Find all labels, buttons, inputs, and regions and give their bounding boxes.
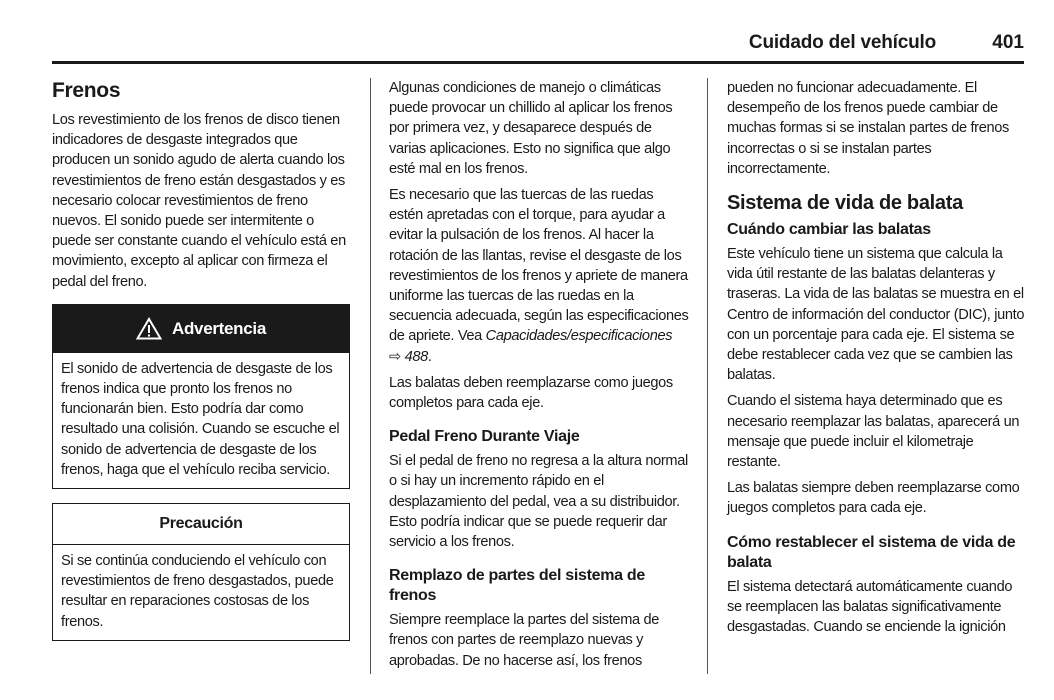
paragraph-lug-nuts [389,185,689,367]
paragraph-replacement: Siempre reemplace la partes del sistema de frenos con partes de reemplazo nuevas y aprobadas. De no hacerse así, los frenos [389,612,660,669]
heading-replacement: Remplazo de partes del sistema de frenos [389,567,645,605]
column-2 [389,78,689,677]
xref-capacities-link[interactable]: Capacidades/especificaciones [485,328,673,345]
frenos-intro: Los revestimiento de los frenos de disco tienen indicadores de desgaste integrados que producen un sonido agudo de alerta cuando los revestimientos de freno están desgastados y es necesario colocar revestimientos de freno nuevos. El sonido puede ser intermitente o puede ser constante cuando el vehículo está en movimiento, excepto al aplicar con firmeza el pedal del freno. [52,112,346,290]
caution-title: Precaución [53,504,349,545]
column-3 [727,78,1025,643]
page-ref-arrow-icon: ⇨ [389,348,401,365]
paragraph-replacement-cont: pueden no funcionar adecuadamente. El desempeño de los frenos puede cambiar de muchas formas si se instalan partes de frenos incorrectas o si se instalan partes incorrectamente. [727,80,1009,177]
caution-body [53,545,349,640]
section-title: Cuidado del vehículo [748,32,936,53]
paragraph-when-1: Este vehículo tiene un sistema que calcula la vida útil restante de las balatas delanteras y traseras. La vida de las balatas se muestra en el Centro de información del conductor (DIC), junto con un porcentaje para cada eje. El sistema se debe restablecer cada vez que se cambien las balatas. [727,246,1025,384]
warning-box [52,304,350,489]
heading-pad-life-system: Sistema de vida de balata [727,192,963,215]
caution-text: Si se continúa conduciendo el vehículo con revestimientos de freno desgastados, puede resultar en reparaciones costosas de los frenos. [61,553,334,630]
lug-nuts-text: Es necesario que las tuercas de las ruedas estén apretadas con el torque, para ayudar a evitar la pulsación de los frenos. Al hacer la rotación de las llantas, revise el desgaste de los revestimientos de los frenos y apriete de manera uniforme las tuercas de las ruedas en la secuencia adecuada, según las especificaciones de apriete. Vea [389,187,689,345]
page-number: 401 [992,32,1024,53]
paragraph-when-3: Las balatas siempre deben reemplazarse como juegos completos para cada eje. [727,480,1020,517]
warning-header [53,305,349,353]
xref-page-number[interactable]: 488 [404,348,428,365]
paragraph-reset: El sistema detectará automáticamente cuando se reemplacen las balatas significativamente desgastadas. Cuando se enciende la ignición [727,578,1013,636]
caution-box [52,503,350,641]
warning-title: Advertencia [171,318,267,338]
page-header [52,30,1024,60]
column-divider-2 [707,78,708,674]
paragraph-squeal: Algunas condiciones de manejo o climáticas puede provocar un chillido al aplicar los frenos por primera vez, y desaparece después de varias aplicaciones. Esto no significa que algo esté mal en los frenos. [389,80,673,177]
warning-triangle-icon [136,317,162,340]
warning-text: El sonido de advertencia de desgaste de los frenos indica que pronto los frenos no funcionarán bien. Esto podría dar como resultado una colisión. Cuando se escuche el sonido de advertencia de desgaste de los frenos, haga que el vehículo reciba servicio. [61,360,340,478]
heading-pedal: Pedal Freno Durante Viaje [389,428,580,446]
heading-frenos: Frenos [52,79,121,102]
header-rule [52,61,1024,64]
paragraph-when-2: Cuando el sistema haya determinado que es necesario reemplazar las balatas, aparecerá un mensaje que puede incluir el kilometraje restante. [727,393,1020,471]
column-divider-1 [370,78,371,674]
paragraph-pads-sets: Las balatas deben reemplazarse como juegos completos para cada eje. [389,374,673,412]
warning-body [53,353,349,488]
column-1 [52,78,350,641]
paragraph-end-period: . [427,348,432,365]
paragraph-pedal: Si el pedal de freno no regresa a la altura normal o si hay un incremento rápido en el desplazamiento del pedal, vea a su distribuidor. Esto podría indicar que se puede requerir dar servicio a los frenos. [389,453,688,551]
heading-when-change: Cuándo cambiar las balatas [727,221,931,239]
heading-reset: Cómo restablecer el sistema de vida de balata [727,533,1016,571]
